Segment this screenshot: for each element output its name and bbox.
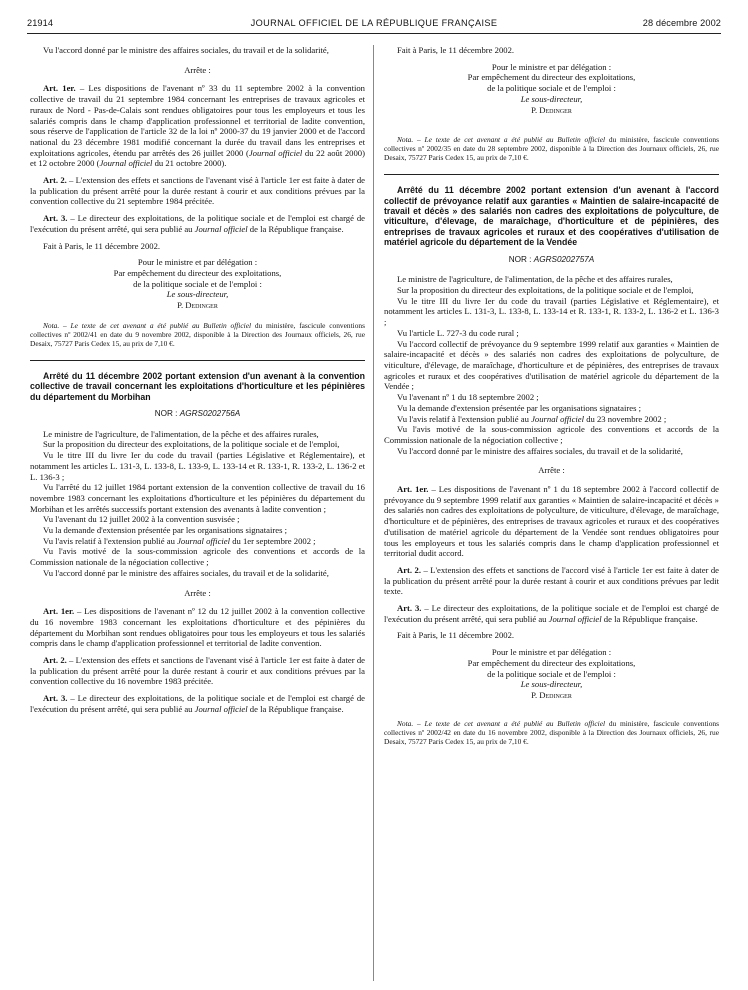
nor-reference: NOR : AGRS0202756A [154,408,241,418]
signature-block: Pour le ministre et par délégation : Par empêchement du directeur des exploitations, de la politique sociale et de l'emploi : Le sous-directeur, P. Dedinger [384,62,719,116]
nota: Nota. – Le texte de cet avenant a été publié au Bulletin officiel du ministère, fascicule conventions collectives nº 2002/42 en date du 16 novembre 2002, disponible à la Direction des Journaux officiels, 26, rue Desaix, 75727 Paris Cedex 15, au prix de 7,10 €. [384,718,719,746]
article-1: Art. 1er. – Les dispositions de l'avenant nº 33 du 11 septembre 2002 à la convention collective de travail du 21 septembre 1984 concernant les entreprises de travaux agricoles et ruraux de Nord - Pas-de-Calais sont rendues obligatoires pour tous les employeurs et tous les salariés compris dans le champ d'application professionnel et territorial de ladite convention, sous réserve de l'application de l'article 32 de la loi nº 2000-37 du 19 janvier 2000 et de l'accord national du 23 décembre 1981 modifié concernant la durée du travail dans les entreprises et exploitations agricoles, étendu par arrêtés des 26 juillet 2000 (Journal officiel du 22 août 2000) et 12 octobre 2000 (Journal officiel du 21 octobre 2000). [30,83,365,169]
arrete-heading: Arrête : [184,64,211,75]
article-1: Art. 1er. – Les dispositions de l'avenant nº 12 du 12 juillet 2002 à la convention collective du 16 novembre 1983 concernant les exploitations d'horticulture et des pépinières du département du Morbihan sont rendues obligatoires pour tous les employeurs et tous les salariés compris dans le champ d'application professionnel et territorial de ladite convention. [30,606,365,649]
article-2: Art. 2. – L'extension des effets et sanctions de l'accord visé à l'article 1er est faite à dater de la publication du présent arrêté pour la durée restant à courir et aux conditions prévues par ledit texte. [384,564,719,597]
signatory-name: P. Dedinger [531,689,572,700]
visa: Sur la proposition du directeur des exploitations, de la politique sociale et de l'emploi, [43,439,340,450]
visa: Vu l'accord donné par le ministre des affaires sociales, du travail et de la solidarité, [397,445,683,456]
signature-block: Pour le ministre et par délégation : Par empêchement du directeur des exploitations, de la politique sociale et de l'emploi : Le sous-directeur, P. Dedinger [30,257,365,311]
visa: Vu l'avenant du 12 juillet 2002 à la convention susvisée ; [43,514,240,525]
signatory-name: P. Dedinger [177,300,218,311]
visa: Le ministre de l'agriculture, de l'alimentation, de la pêche et des affaires rurales, [397,274,673,285]
article-label: Art. 3. [397,603,422,614]
article-3: Art. 3. – Le directeur des exploitations, de la politique sociale et de l'emploi est chargé de l'exécution du présent arrêté, qui sera publié au Journal officiel de la République française. [384,603,719,624]
visa: Vu l'arrêté du 12 juillet 1984 portant extension de la convention collective de travail du 16 novembre 1983 concernant les exploitations d'horticulture et les pépinières du département du Morbihan et les arrêtés successifs portant extension des avenants à ladite convention ; [30,482,365,514]
decree-title: Arrêté du 11 décembre 2002 portant extension d'un avenant à la convention collective de travail concernant les exploitations d'horticulture et les pépinières du département du Morbihan [30,370,365,402]
left-column [30,45,365,715]
arrete-heading: Arrête : [538,465,565,476]
journal-title: JOURNAL OFFICIEL DE LA RÉPUBLIQUE FRANÇAISE [250,18,498,28]
page-number: 21914 [27,18,54,28]
visa: Vu le titre III du livre Ier du code du travail (parties Législative et Réglementaire), et notamment les articles L. 131-3, L. 133-8, L. 133-9, L. 133-14 et R. 133-1, R. 133-2, L. 136-2 et L. 136-3 ; [30,450,365,482]
article-label: Art. 3. [43,693,68,704]
nor-reference: NOR : AGRS0202757A [508,254,595,264]
article-label: Art. 3. [43,213,68,224]
visa: Vu l'avis relatif à l'extension publié au Journal officiel du 23 novembre 2002 ; [397,413,667,424]
right-column [384,45,719,746]
arrete-heading: Arrête : [184,587,211,598]
place-date: Fait à Paris, le 11 décembre 2002. [397,630,515,641]
section-rule [30,360,365,361]
visa: Vu l'avis motivé de la sous-commission agricole des conventions et accords de la Commission nationale de la négociation collective ; [384,424,719,445]
issue-date: 28 décembre 2002 [642,18,721,28]
visa: Vu la demande d'extension présentée par les organisations signataires ; [397,402,641,413]
article-1: Art. 1er. – Les dispositions de l'avenant nº 1 du 18 septembre 2002 à l'accord collectif de prévoyance du 9 septembre 1999 relatif aux garanties « Maintien de salaire-incapacité et décès » des salariés non cadres des exploitations de polyculture, de viticulture, d'élevage, de maraîchage, d'horticulture et de pépinières, des entreprises de travaux agricoles et ruraux et des coopératives d'utilisation de matériel agricole du département de la Vendée sont rendues obligatoires pour tous les employeurs et tous les salariés compris dans le champ d'application professionnel et territorial dudit accord. [384,484,719,559]
visa: Vu l'avis motivé de la sous-commission agricole des conventions et accords de la Commission nationale de la négociation collective ; [30,546,365,568]
visa: Vu l'accord donné par le ministre des affaires sociales, du travail et de la solidarité, [43,45,329,55]
signatory-name: P. Dedinger [531,104,572,115]
visa: Vu le titre III du livre Ier du code du travail (parties Législative et Réglementaire), et notamment les articles L. 131-3, L. 133-8, L. 133-14 et R. 133-1, R. 133-2, L. 136-2 et L. 136-3 ; [384,295,719,328]
article-2: Art. 2. – L'extension des effets et sanctions de l'avenant visé à l'article 1er est faite à dater de la publication du présent arrêté pour la durée restant à courir et aux conditions prévues par la convention collective du 16 novembre 1983 précitée. [30,655,365,687]
visa: Vu l'avenant nº 1 du 18 septembre 2002 ; [397,392,539,403]
visa: Vu l'accord collectif de prévoyance du 9 septembre 1999 relatif aux garanties « Maintien de salaire-incapacité et décès » des salariés non cadres des exploitations de polyculture, de viticulture, d'élevage, de maraîchage, d'horticulture et de pépinières, des entreprises de travaux agricoles et ruraux et des coopératives d'utilisation de matériel agricole du département de la Vendée ; [384,338,719,392]
column-divider [373,45,374,981]
article-3: Art. 3. – Le directeur des exploitations, de la politique sociale et de l'emploi est chargé de l'exécution du présent arrêté, qui sera publié au Journal officiel de la République française. [30,213,365,234]
article-label: Art. 2. [43,175,67,186]
article-2: Art. 2. – L'extension des effets et sanctions de l'avenant visé à l'article 1er est faite à dater de la publication du présent arrêté pour la durée restant à courir et aux conditions prévues par la convention collective du 21 septembre 1984 précitée. [30,175,365,207]
visa: Sur la proposition du directeur des exploitations, de la politique sociale et de l'emploi, [397,285,694,296]
visa: Vu l'accord donné par le ministre des affaires sociales, du travail et de la solidarité, [43,567,329,578]
decree-title: Arrêté du 11 décembre 2002 portant extension d'un avenant à l'accord collectif de prévoyance relatif aux garanties « Maintien de salaire-incapacité de travail et décès » des salariés non cadres des exploitations de polyculture, de viticulture, d'élevage, de maraîchage, d'horticulture et de pépinières, des entreprises de travaux agricoles et ruraux et des coopératives d'utilisation de matériel agricole du département de la Vendée [384,185,719,248]
visa: Le ministre de l'agriculture, de l'alimentation, de la pêche et des affaires rurales, [43,428,319,439]
article-3: Art. 3. – Le directeur des exploitations, de la politique sociale et de l'emploi est chargé de l'exécution du présent arrêté, qui sera publié au Journal officiel de la République française. [30,693,365,714]
place-date: Fait à Paris, le 11 décembre 2002. [43,240,161,251]
section-rule [384,174,719,175]
article-label: Art. 2. [397,564,421,575]
page-header [27,18,721,38]
article-label: Art. 2. [43,655,67,666]
visa: Vu la demande d'extension présentée par les organisations signataires ; [43,525,287,536]
nota: Nota. – Le texte de cet avenant a été publié au Bulletin officiel du ministère, fascicule conventions collectives nº 2002/41 en date du 9 novembre 2002, disponible à la Direction des Journaux officiels, 26, rue Desaix, 75727 Paris Cedex 15, au prix de 7,10 €. [30,320,365,348]
visa: Vu l'article L. 727-3 du code rural ; [397,327,519,338]
article-label: Art. 1er. [43,606,75,617]
place-date: Fait à Paris, le 11 décembre 2002. [397,45,515,55]
nota: Nota. – Le texte de cet avenant a été publié au Bulletin officiel du ministère, fascicule conventions collectives nº 2002/35 en date du 28 septembre 2002, disponible à la Direction des Journaux officiels, 26, rue Desaix, 75727 Paris Cedex 15, au prix de 7,10 €. [384,135,719,163]
signature-block: Pour le ministre et par délégation : Par empêchement du directeur des exploitations, de la politique sociale et de l'emploi : Le sous-directeur, P. Dedinger [384,647,719,701]
article-label: Art. 1er. [397,484,429,495]
visa: Vu l'avis relatif à l'extension publié au Journal officiel du 1er septembre 2002 ; [43,535,316,546]
article-label: Art. 1er. [43,83,76,94]
header-rule [27,33,721,34]
